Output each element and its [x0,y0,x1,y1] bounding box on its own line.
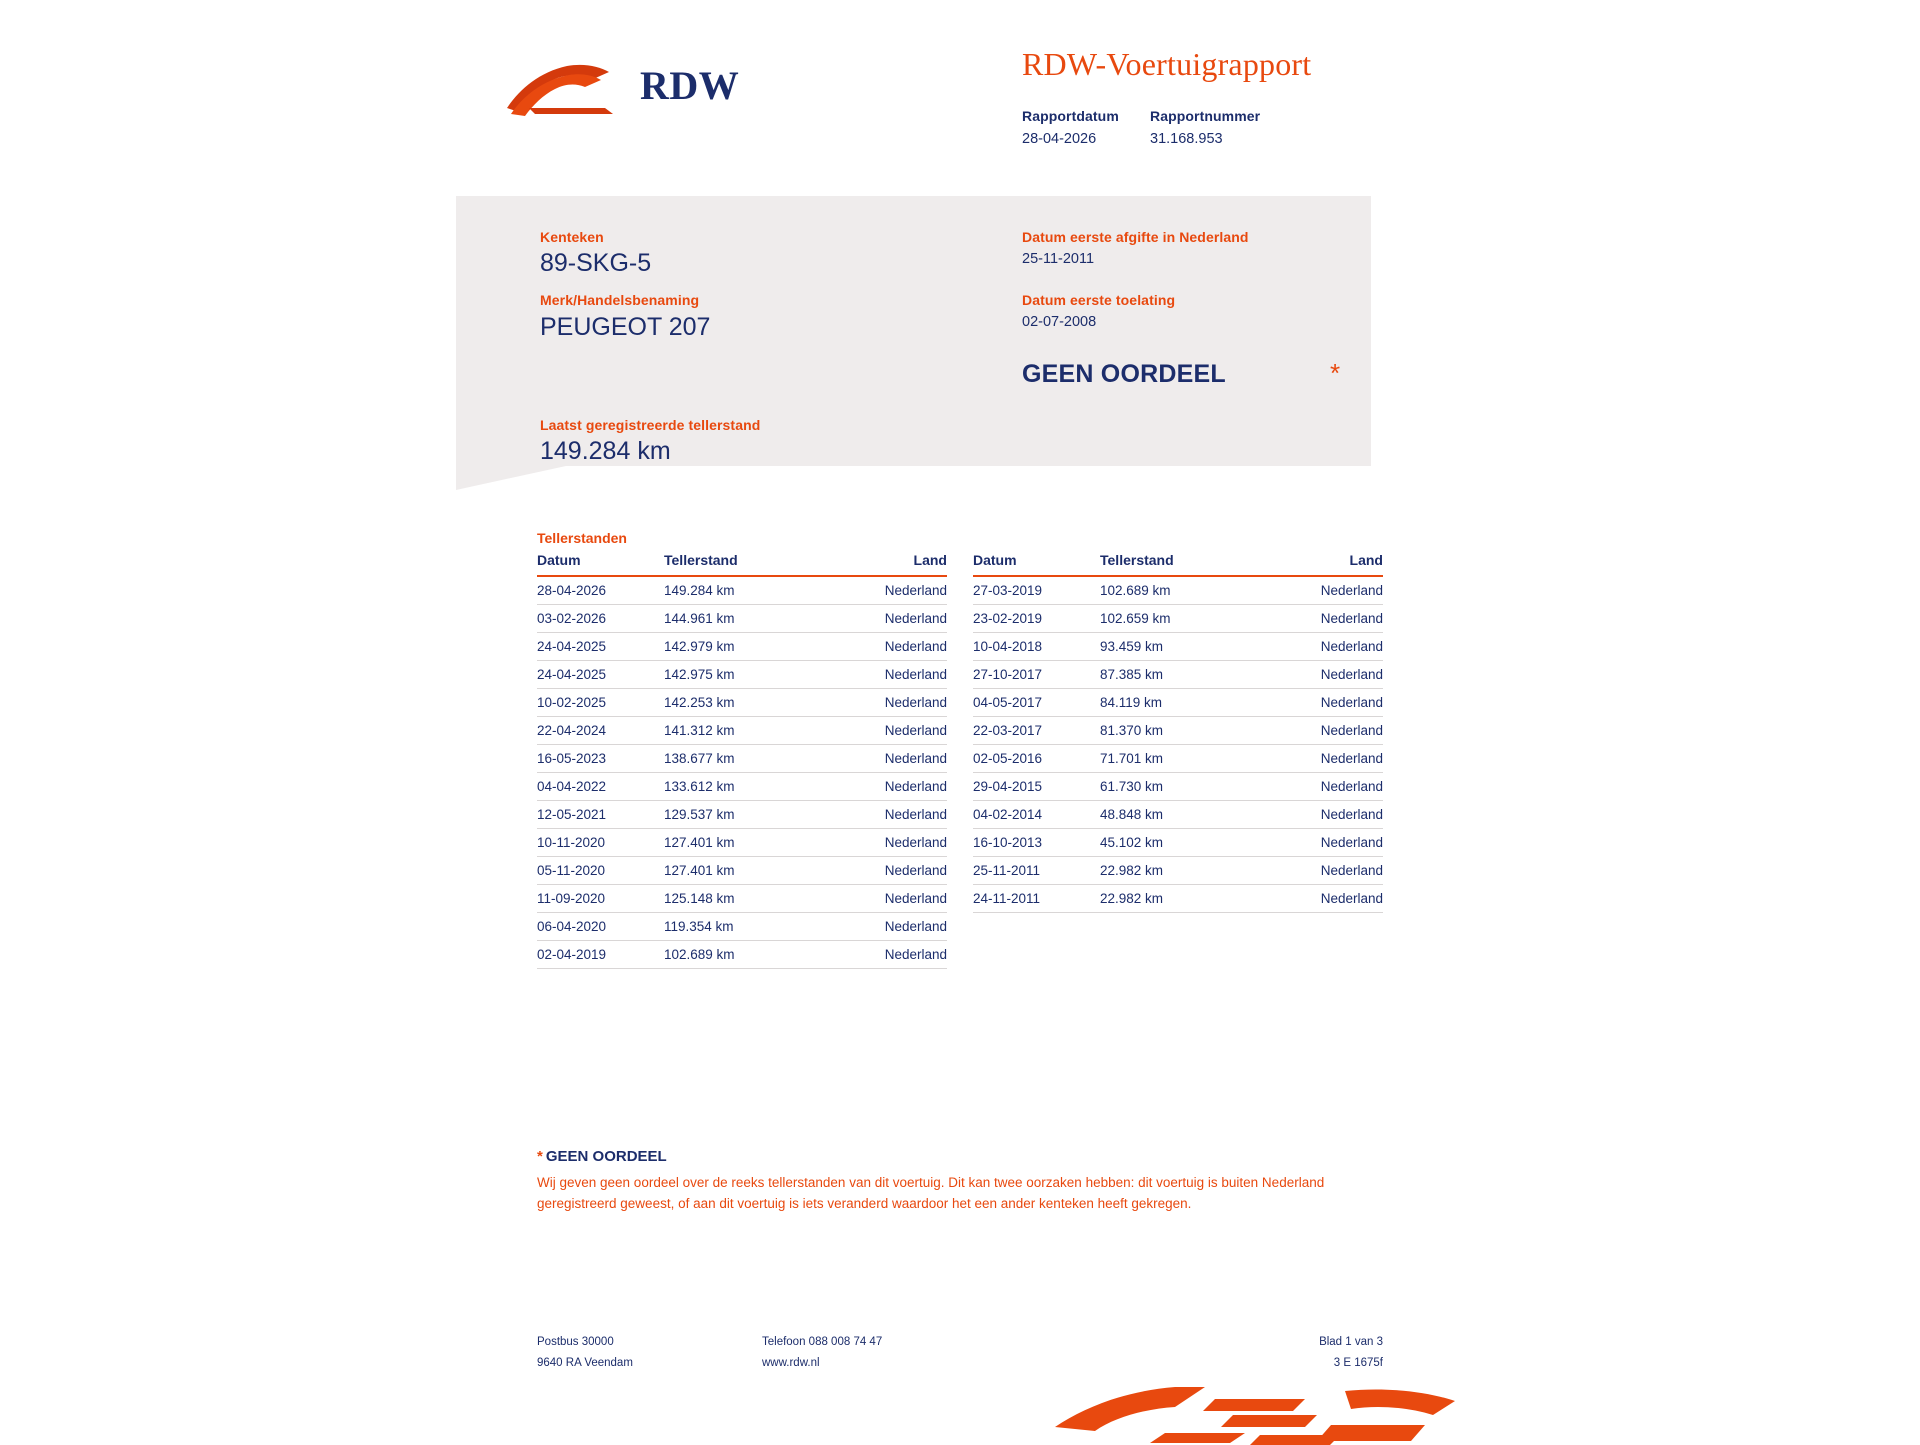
cell-tellerstand: 61.730 km [1098,773,1260,801]
report-number-value: 31.168.953 [1150,131,1223,147]
cell-datum: 16-05-2023 [537,745,662,773]
verdict-asterisk: * [1330,358,1341,388]
cell-tellerstand: 102.689 km [1098,576,1260,605]
cell-datum: 05-11-2020 [537,857,662,885]
table-header-row [537,552,947,576]
tellerstand-label: Laatst geregistreerde tellerstand [540,417,761,433]
table-row [973,857,1383,885]
footnote-title-text: GEEN OORDEEL [545,1148,667,1165]
cell-datum: 02-04-2019 [537,941,662,969]
logo-wordmark: RDW [640,63,740,108]
cell-tellerstand: 149.284 km [662,576,824,605]
cell-datum: 23-02-2019 [973,605,1098,633]
cell-tellerstand: 127.401 km [662,857,824,885]
tellerstand-value: 149.284 km [540,437,671,465]
column-header-datum: Datum [537,552,662,576]
cell-land: Nederland [824,857,947,885]
column-header-land: Land [824,552,947,576]
cell-tellerstand: 138.677 km [662,745,824,773]
cell-datum: 06-04-2020 [537,913,662,941]
cell-tellerstand: 84.119 km [1098,689,1260,717]
cell-land: Nederland [1260,605,1383,633]
column-header-land: Land [1260,552,1383,576]
table-row [973,717,1383,745]
column-header-tellerstand: Tellerstand [1098,552,1260,576]
column-header-datum: Datum [973,552,1098,576]
cell-tellerstand: 102.689 km [662,941,824,969]
cell-land: Nederland [1260,745,1383,773]
table-row [973,829,1383,857]
cell-tellerstand: 119.354 km [662,913,824,941]
column-header-tellerstand: Tellerstand [662,552,824,576]
table-row [537,773,947,801]
cell-tellerstand: 142.975 km [662,661,824,689]
cell-tellerstand: 22.982 km [1098,885,1260,913]
cell-land: Nederland [824,829,947,857]
table-row [537,717,947,745]
table-row [537,913,947,941]
table-row [973,661,1383,689]
report-date-label: Rapportdatum [1022,108,1119,124]
footer-address [537,1332,633,1375]
cell-land: Nederland [1260,633,1383,661]
cell-tellerstand: 102.659 km [1098,605,1260,633]
cell-tellerstand: 93.459 km [1098,633,1260,661]
cell-land: Nederland [1260,829,1383,857]
cell-land: Nederland [824,661,947,689]
cell-datum: 04-05-2017 [973,689,1098,717]
footer-address-line2: 9640 RA Veendam [537,1357,633,1370]
table-row [537,745,947,773]
cell-datum: 12-05-2021 [537,801,662,829]
cell-datum: 29-04-2015 [973,773,1098,801]
table-row [537,857,947,885]
cell-tellerstand: 129.537 km [662,801,824,829]
cell-land: Nederland [824,605,947,633]
table-header-row [973,552,1383,576]
cell-land: Nederland [1260,857,1383,885]
cell-land: Nederland [824,745,947,773]
table-row [973,633,1383,661]
page-title: RDW-Voertuigrapport [1022,46,1312,82]
cell-datum: 24-04-2025 [537,661,662,689]
eerste-afgifte-value: 25-11-2011 [1022,251,1095,267]
cell-land: Nederland [1260,885,1383,913]
footnote-body: Wij geven geen oordeel over de reeks tellerstanden van dit voertuig. Dit kan twee oorzaken hebben: dit voertuig is buiten Nederland geregistreerd geweest, of aan dit voertuig is iets veranderd waardoor het een ander kenteken heeft gekregen. [537,1175,1325,1211]
footer-phone: Telefoon 088 008 74 47 [762,1336,883,1348]
verdict-text: GEEN OORDEEL [1022,360,1226,388]
table-row [537,941,947,969]
kenteken-value: 89-SKG-5 [540,249,652,277]
cell-datum: 25-11-2011 [973,857,1098,885]
table-row [973,745,1383,773]
footer-contact [762,1332,882,1375]
cell-land: Nederland [1260,773,1383,801]
rdw-logo-icon [505,60,625,118]
cell-land: Nederland [1260,576,1383,605]
report-meta [1022,108,1278,147]
footer-page-number: Blad 1 van 3 [1319,1336,1383,1348]
table-row [537,829,947,857]
table-row [537,801,947,829]
table-row [537,605,947,633]
cell-land: Nederland [1260,689,1383,717]
cell-land: Nederland [824,576,947,605]
cell-land: Nederland [824,941,947,969]
footer-website[interactable]: www.rdw.nl [762,1357,820,1370]
cell-datum: 04-04-2022 [537,773,662,801]
cell-tellerstand: 142.253 km [662,689,824,717]
cell-datum: 11-09-2020 [537,885,662,913]
cell-land: Nederland [824,773,947,801]
table-row [537,576,947,605]
cell-tellerstand: 141.312 km [662,717,824,745]
footer-page-info [1227,1332,1383,1375]
cell-tellerstand: 142.979 km [662,633,824,661]
footnote-title [537,1148,1337,1165]
cell-land: Nederland [824,689,947,717]
cell-datum: 24-04-2025 [537,633,662,661]
cell-tellerstand: 45.102 km [1098,829,1260,857]
cell-tellerstand: 133.612 km [662,773,824,801]
table-row [537,633,947,661]
cell-tellerstand: 125.148 km [662,885,824,913]
cell-land: Nederland [1260,661,1383,689]
cell-tellerstand: 127.401 km [662,829,824,857]
table-row [537,885,947,913]
cell-datum: 10-02-2025 [537,689,662,717]
footnote [537,1148,1337,1215]
merk-value: PEUGEOT 207 [540,313,711,341]
cell-datum: 22-03-2017 [973,717,1098,745]
rdw-logo [505,40,765,120]
merk-label: Merk/Handelsbenaming [540,292,700,308]
cell-tellerstand: 71.701 km [1098,745,1260,773]
cell-datum: 24-11-2011 [973,885,1098,913]
cell-land: Nederland [824,801,947,829]
table-row [973,773,1383,801]
tellerstanden-heading: Tellerstanden [537,530,627,546]
eerste-toelating-label: Datum eerste toelating [1022,292,1176,308]
rdw-footer-graphic-icon [1055,1385,1485,1445]
cell-datum: 27-10-2017 [973,661,1098,689]
cell-tellerstand: 48.848 km [1098,801,1260,829]
cell-datum: 04-02-2014 [973,801,1098,829]
cell-datum: 27-03-2019 [973,576,1098,605]
footnote-asterisk: * [537,1148,543,1165]
cell-datum: 10-04-2018 [973,633,1098,661]
table-row [973,885,1383,913]
cell-land: Nederland [1260,801,1383,829]
cell-datum: 22-04-2024 [537,717,662,745]
cell-datum: 10-11-2020 [537,829,662,857]
footer-form-code: 3 E 1675f [1333,1357,1383,1370]
table-row [537,689,947,717]
cell-tellerstand: 81.370 km [1098,717,1260,745]
cell-land: Nederland [824,633,947,661]
eerste-toelating-value: 02-07-2008 [1022,314,1097,330]
report-date-value: 28-04-2026 [1022,131,1097,147]
panel-corner-notch [456,466,566,490]
eerste-afgifte-label: Datum eerste afgifte in Nederland [1022,229,1249,245]
cell-datum: 16-10-2013 [973,829,1098,857]
table-row [973,689,1383,717]
table-row [973,605,1383,633]
report-number-label: Rapportnummer [1150,108,1261,124]
tellerstanden-table-right [973,552,1383,913]
cell-tellerstand: 22.982 km [1098,857,1260,885]
cell-tellerstand: 144.961 km [662,605,824,633]
cell-datum: 28-04-2026 [537,576,662,605]
table-row [537,661,947,689]
table-row [973,801,1383,829]
cell-land: Nederland [824,717,947,745]
vehicle-summary-panel [456,196,1371,466]
cell-land: Nederland [824,913,947,941]
footer-address-line1: Postbus 30000 [537,1336,614,1348]
cell-datum: 03-02-2026 [537,605,662,633]
table-row [973,576,1383,605]
kenteken-label: Kenteken [540,229,604,245]
tellerstanden-table-left [537,552,947,969]
cell-tellerstand: 87.385 km [1098,661,1260,689]
cell-land: Nederland [824,885,947,913]
cell-datum: 02-05-2016 [973,745,1098,773]
cell-land: Nederland [1260,717,1383,745]
